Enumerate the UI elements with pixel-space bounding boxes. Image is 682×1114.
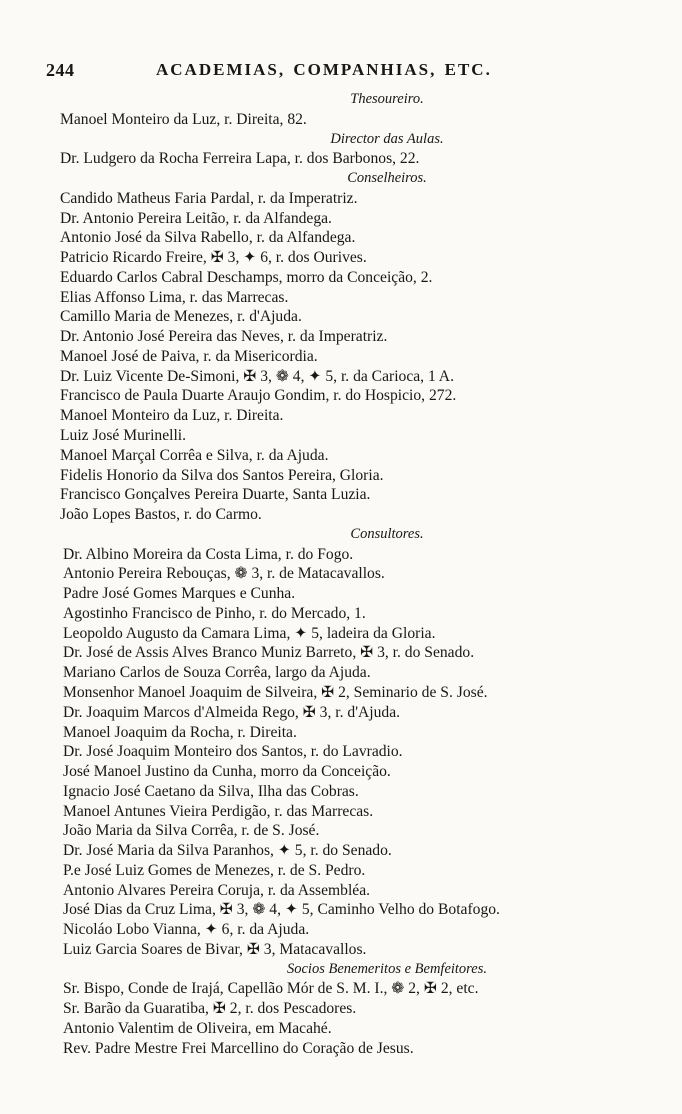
text-line: Dr. Albino Moreira da Costa Lima, r. do Fogo. — [63, 545, 354, 563]
text-line: Dr. José Joaquim Monteiro dos Santos, r. do Lavradio. — [63, 743, 403, 761]
text-line: Eduardo Carlos Cabral Deschamps, morro da Conceição, 2. — [60, 268, 433, 286]
text-line: Manoel Monteiro da Luz, r. Direita. — [60, 407, 284, 425]
text-line: Manoel Joaquim da Rocha, r. Direita. — [63, 723, 297, 741]
text-line: Dr. Ludgero da Rocha Ferreira Lapa, r. dos Barbonos, 22. — [60, 150, 420, 168]
section-heading: Socios Benemeritos e Bemfeitores. — [287, 960, 487, 977]
section-heading: Director das Aulas. — [330, 130, 444, 147]
text-line: Sr. Bispo, Conde de Irajá, Capellão Mór de S. M. I., ❁ 2, ✠ 2, etc. — [63, 980, 479, 998]
text-line: Manoel Marçal Corrêa e Silva, r. da Ajuda. — [60, 446, 329, 464]
running-title: ACADEMIAS, COMPANHIAS, ETC. — [156, 60, 492, 79]
text-line: Mariano Carlos de Souza Corrêa, largo da Ajuda. — [63, 664, 371, 682]
page-number: 244 — [46, 60, 75, 80]
text-line: Dr. Joaquim Marcos d'Almeida Rego, ✠ 3, r. d'Ajuda. — [63, 703, 401, 721]
text-line: Agostinho Francisco de Pinho, r. do Mercado, 1. — [63, 604, 366, 622]
text-line: Manoel Monteiro da Luz, r. Direita, 82. — [60, 110, 307, 128]
text-line: Manoel José de Paiva, r. da Misericordia. — [60, 347, 318, 365]
text-line: Dr. José de Assis Alves Branco Muniz Barreto, ✠ 3, r. do Senado. — [63, 644, 475, 662]
text-line: P.e José Luiz Gomes de Menezes, r. de S. Pedro. — [63, 861, 366, 879]
text-line: Padre José Gomes Marques e Cunha. — [63, 585, 296, 603]
text-line: Antonio Valentim de Oliveira, em Macahé. — [63, 1019, 332, 1037]
text-line: Francisco Gonçalves Pereira Duarte, Santa Luzia. — [60, 486, 371, 504]
text-line: Luiz José Murinelli. — [60, 427, 187, 445]
text-line: José Dias da Cruz Lima, ✠ 3, ❁ 4, ✦ 5, Caminho Velho do Botafogo. — [63, 901, 500, 919]
text-line: Dr. José Maria da Silva Paranhos, ✦ 5, r. do Senado. — [63, 842, 392, 860]
text-line: Dr. Luiz Vicente De-Simoni, ✠ 3, ❁ 4, ✦ 5, r. da Carioca, 1 A. — [60, 367, 454, 385]
text-line: Candido Matheus Faria Pardal, r. da Imperatriz. — [60, 189, 358, 207]
text-line: Leopoldo Augusto da Camara Lima, ✦ 5, ladeira da Gloria. — [63, 624, 436, 642]
text-line: Ignacio José Caetano da Silva, Ilha das Cobras. — [63, 782, 359, 800]
page-header — [46, 58, 646, 84]
text-line: Monsenhor Manoel Joaquim de Silveira, ✠ 2, Seminario de S. José. — [63, 683, 488, 701]
section-heading: Conselheiros. — [347, 170, 427, 187]
text-line: Patricio Ricardo Freire, ✠ 3, ✦ 6, r. dos Ourives. — [60, 249, 367, 267]
text-line: Antonio Alvares Pereira Coruja, r. da Assembléa. — [63, 881, 371, 899]
text-line: Sr. Barão da Guaratiba, ✠ 2, r. dos Pescadores. — [63, 1000, 357, 1018]
text-line: Antonio Pereira Rebouças, ❁ 3, r. de Matacavallos. — [63, 565, 385, 583]
section-heading: Consultores. — [350, 525, 424, 542]
text-line: Dr. Antonio José Pereira das Neves, r. da Imperatriz. — [60, 328, 388, 346]
text-line: Luiz Garcia Soares de Bivar, ✠ 3, Matacavallos. — [63, 940, 367, 958]
text-line: Manoel Antunes Vieira Perdigão, r. das Marrecas. — [63, 802, 374, 820]
text-line: Dr. Antonio Pereira Leitão, r. da Alfandega. — [60, 209, 332, 227]
text-line: Francisco de Paula Duarte Araujo Gondim, r. do Hospicio, 272. — [60, 387, 457, 405]
text-line: João Maria da Silva Corrêa, r. de S. José. — [63, 822, 320, 840]
text-line: Nicoláo Lobo Vianna, ✦ 6, r. da Ajuda. — [63, 921, 310, 939]
text-line: Rev. Padre Mestre Frei Marcellino do Coração de Jesus. — [63, 1039, 414, 1057]
text-line: Antonio José da Silva Rabello, r. da Alfandega. — [60, 229, 356, 247]
text-line: Camillo Maria de Menezes, r. d'Ajuda. — [60, 308, 302, 326]
text-body — [0, 90, 682, 1059]
text-line: João Lopes Bastos, r. do Carmo. — [60, 506, 262, 524]
text-line: Fidelis Honorio da Silva dos Santos Pereira, Gloria. — [60, 466, 384, 484]
section-heading: Thesoureiro. — [350, 91, 424, 107]
text-line: Elias Affonso Lima, r. das Marrecas. — [60, 288, 289, 306]
text-line: José Manoel Justino da Cunha, morro da Conceição. — [63, 763, 391, 781]
